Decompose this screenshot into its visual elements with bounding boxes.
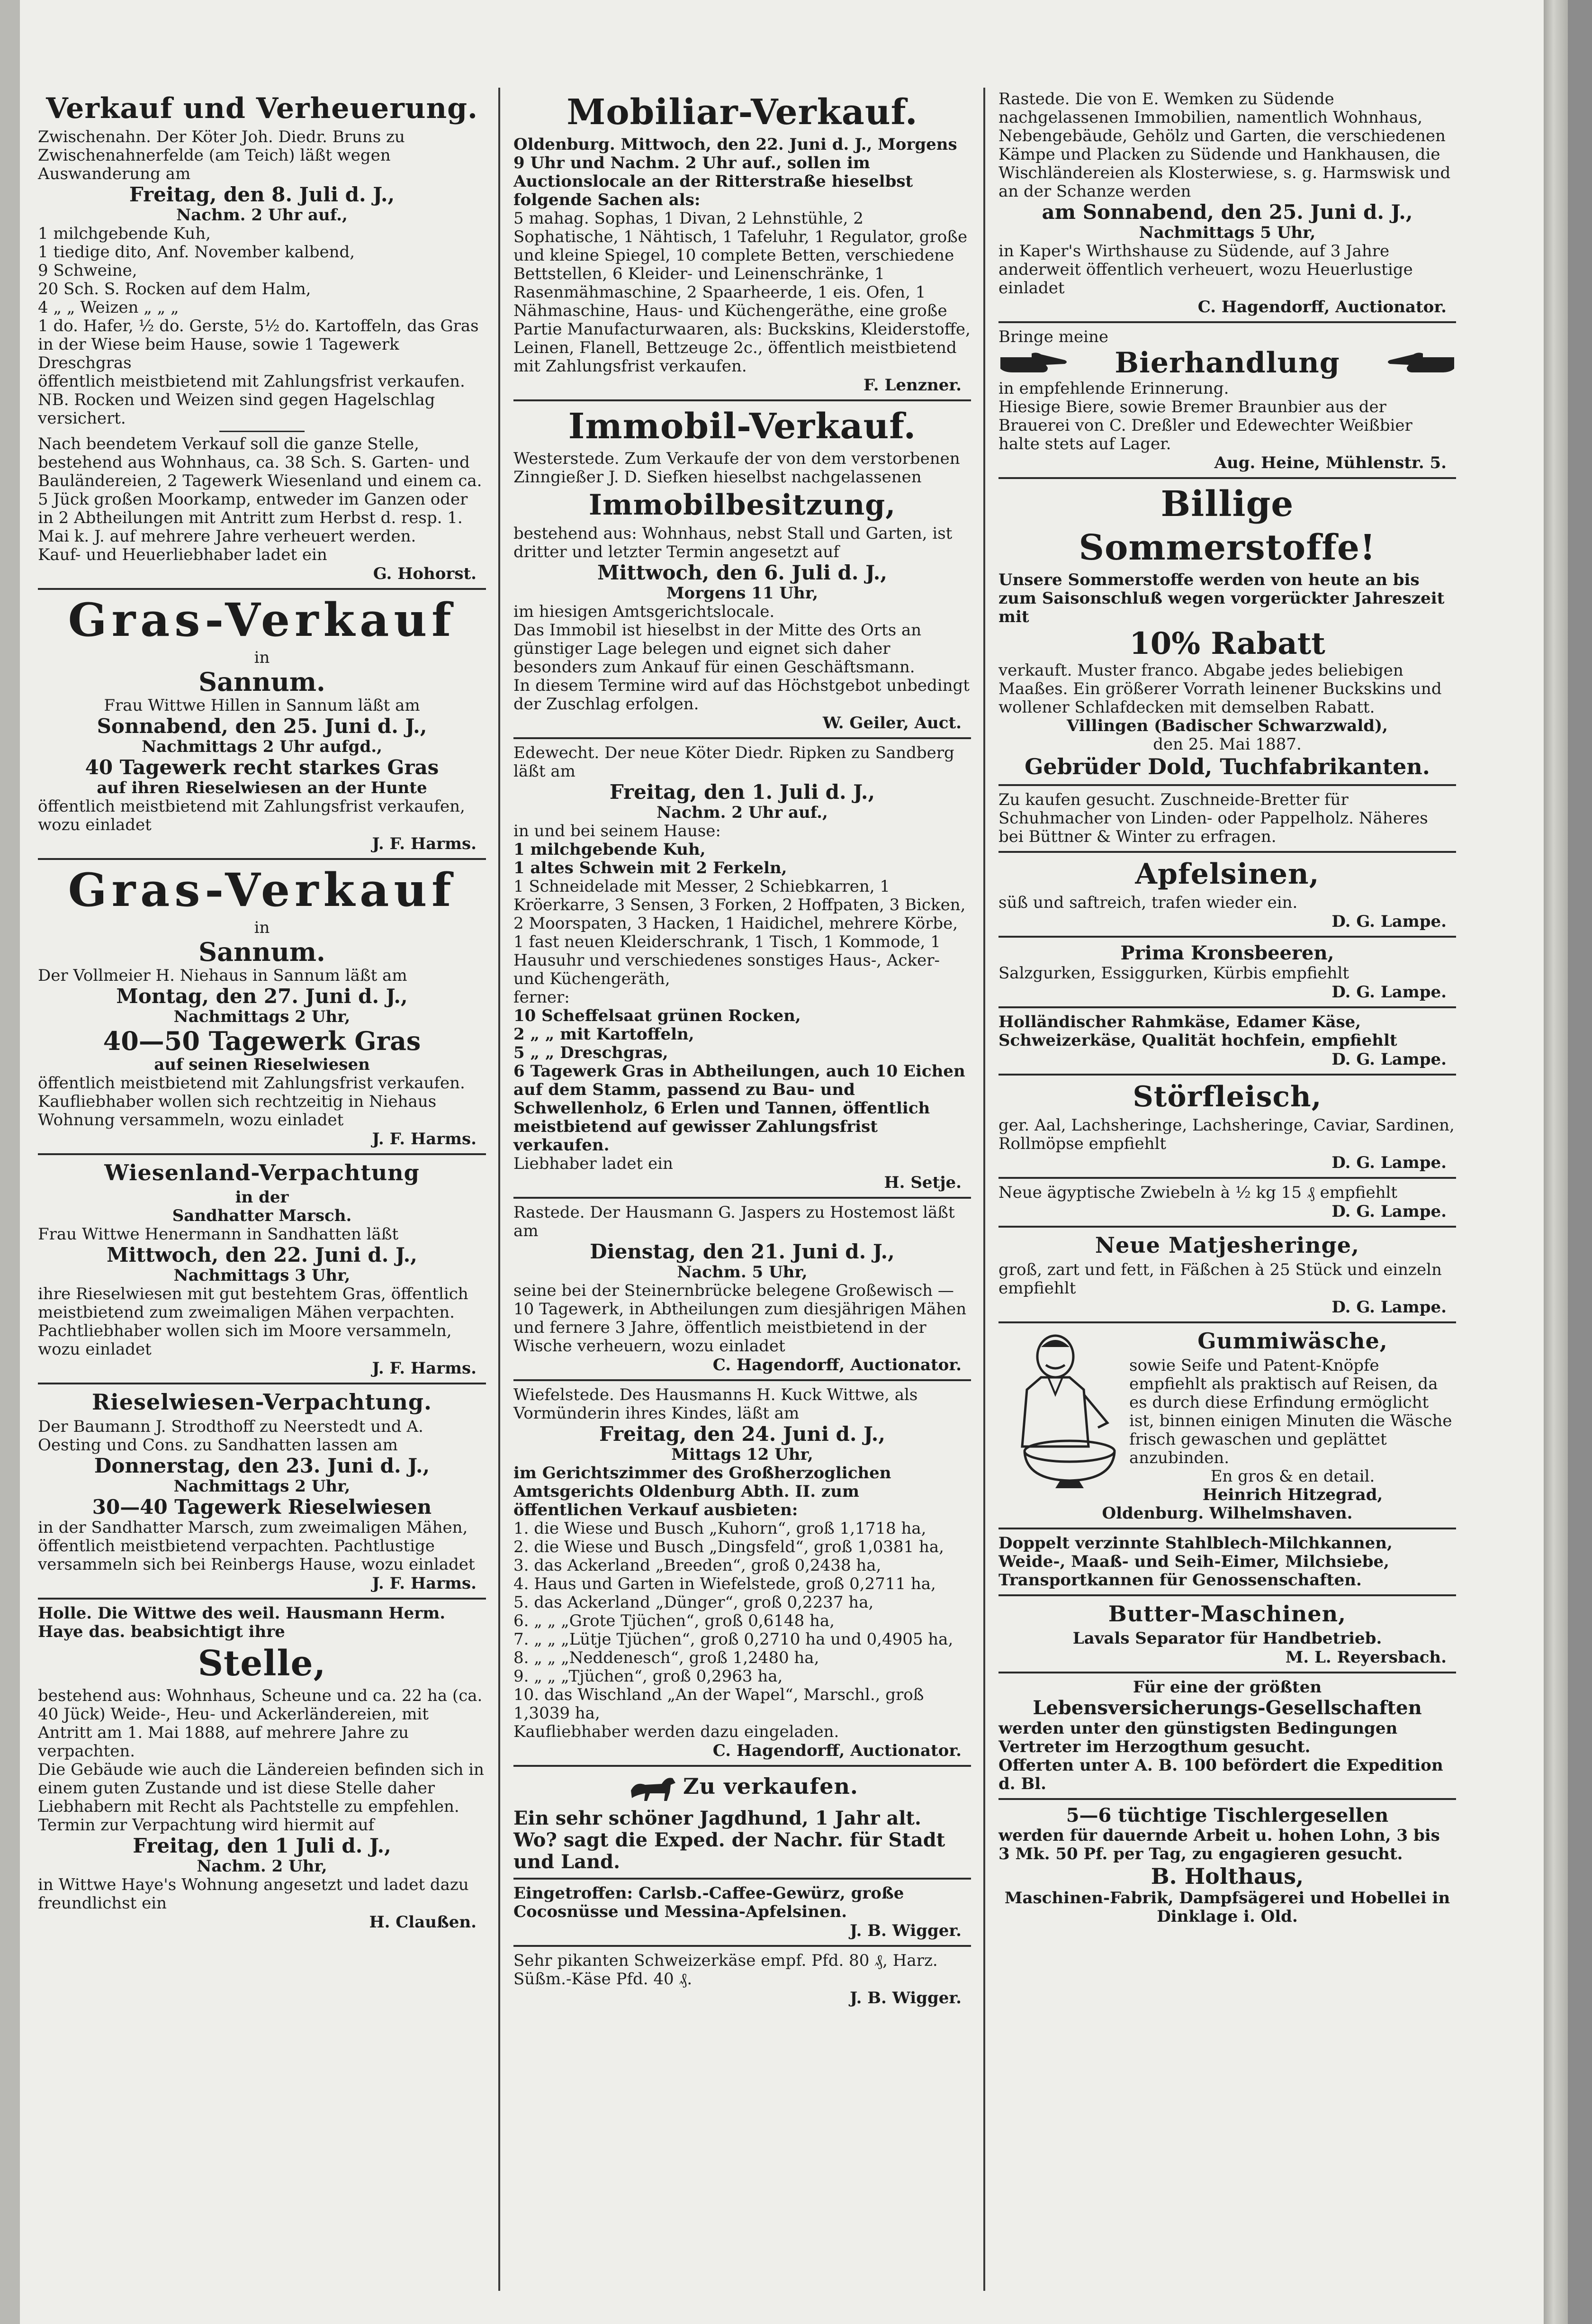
ad-body: Eingetroffen: Carlsb.-Caffee-Gewürz, große Cocosnüsse und Messina-Apfelsinen. bbox=[513, 1884, 904, 1921]
ad-signature: W. Geiler, Auct. bbox=[822, 714, 962, 732]
ad-sub: auf ihren Rieselwiesen an der Hunte bbox=[97, 778, 427, 797]
column-3 bbox=[988, 90, 1466, 2288]
ad-signature: Gebrüder Dold, Tuchfabrikanten. bbox=[1025, 754, 1430, 779]
ad-time: Nachmittags 2 Uhr, bbox=[173, 1007, 351, 1026]
divider bbox=[998, 1177, 1456, 1179]
ad-body: Westerstede. Zum Verkaufe der von dem verstorbenen Zinngießer J. D. Siefken hieselbst nachgelassenen bbox=[513, 449, 960, 487]
ad-body-2: Nach beendetem Verkauf soll die ganze Stelle, bestehend aus Wohnhaus, ca. 38 Sch. S. Garten- und Bauländereien, 2 Tagewerk Wiesenland und einem ca. 5 Jück großen Moorkamp, entweder im Ganzen oder in 2 Abtheilungen mit Antritt zum Herbst d. resp. 1. Mai k. J. auf mehrere Jahre verheuert werden. bbox=[38, 434, 482, 546]
ad-signature: J. F. Harms. bbox=[372, 1359, 477, 1378]
ad-sommerstoffe bbox=[998, 484, 1456, 779]
ad-body: Der Vollmeier H. Niehaus in Sannum läßt am bbox=[38, 966, 407, 985]
ad-signature: G. Hohorst. bbox=[373, 564, 477, 583]
ad-title bbox=[513, 1772, 971, 1805]
dog-icon bbox=[626, 1772, 678, 1805]
ad-signature: J. F. Harms. bbox=[372, 1130, 477, 1148]
ad-zwiebeln bbox=[998, 1184, 1456, 1221]
column-1 bbox=[27, 90, 496, 2288]
ad-time: Morgens 11 Uhr, bbox=[666, 584, 818, 603]
ad-signature: C. Hagendorff, Auctionator. bbox=[712, 1741, 962, 1760]
ad-body: Holländischer Rahmkäse, Edamer Käse, Schweizerkäse, Qualität hochfein, empfiehlt bbox=[998, 1013, 1397, 1050]
ad-time: Nachmittags 2 Uhr, bbox=[173, 1477, 351, 1496]
ad-signature: M. L. Reyersbach. bbox=[1285, 1648, 1447, 1667]
ad-body-2: in der Sandhatter Marsch, zum zweimaligen Mähen, öffentlich meistbietend verpachten. Pachtlustige versammeln sich bei Reinbergs Hause, wozu einladet bbox=[38, 1518, 475, 1574]
ad-date: Montag, den 27. Juni d. J., bbox=[116, 985, 408, 1008]
ad-signature: F. Lenzner. bbox=[863, 376, 962, 395]
ad-time: Nachm. 2 Uhr auf., bbox=[657, 803, 828, 822]
ad-title: Störfleisch, bbox=[1133, 1080, 1322, 1113]
man-washing-illustration bbox=[998, 1328, 1122, 1489]
ad-date: Freitag, den 1. Juli d. J., bbox=[609, 780, 875, 804]
ad-items-2: 10 Scheffelsaat grünen Rocken, 2 „ „ mit Kartoffeln, 5 „ „ Dreschgras, 6 Tagewerk Gras in Abtheilungen, auch 10 Eichen auf dem Stamm, passend zu Bau- und Schwellenholz, 6 Erlen und Tannen, öffentlich meistbietend auf gewisser Zahlungsfrist verkaufen. bbox=[513, 1006, 965, 1155]
ad-invite: Kauf- und Heuerliebhaber ladet ein bbox=[38, 545, 327, 564]
ad-kronsbeeren bbox=[998, 942, 1456, 1002]
ad-jagdhund bbox=[513, 1772, 971, 1873]
ad-body: süß und saftreich, trafen wieder ein. bbox=[998, 893, 1298, 912]
ad-date: am Sonnabend, den 25. Juni d. J., bbox=[1042, 200, 1413, 224]
page-gutter bbox=[0, 0, 20, 2324]
divider bbox=[998, 1672, 1456, 1673]
ad-signature: C. Hagendorff, Auctionator. bbox=[1197, 298, 1447, 316]
divider bbox=[998, 1321, 1456, 1323]
ad-place: Sandhatter Marsch. bbox=[172, 1206, 352, 1225]
ad-body: Neue ägyptische Zwiebeln à ½ kg 15 ₰ empfiehlt bbox=[998, 1183, 1397, 1202]
ad-body: sowie Seife und Patent-Knöpfe empfiehlt als praktisch auf Reisen, da es durch diese Erfindung ermöglicht ist, binnen einigen Minuten die Wäsche frisch gewaschen und geplättet anzubinden. bbox=[1129, 1356, 1452, 1467]
ad-discount: 10% Rabatt bbox=[1129, 626, 1325, 661]
ad-body: Ein sehr schöner Jagdhund, 1 Jahr alt. Wo? sagt die Exped. der Nachr. für Stadt und Land. bbox=[513, 1807, 945, 1873]
ad-title: Stelle, bbox=[198, 1643, 326, 1684]
ad-date: Dienstag, den 21. Juni d. J., bbox=[590, 1240, 895, 1263]
ad-gummiwaesche bbox=[998, 1328, 1456, 1523]
ad-date: Mittwoch, den 6. Juli d. J., bbox=[597, 561, 887, 584]
ad-title: Wiesenland-Verpachtung bbox=[104, 1160, 420, 1185]
divider bbox=[998, 1226, 1456, 1228]
ad-time: Nachmittags 2 Uhr aufgd., bbox=[142, 737, 382, 756]
ad-body-2: verkauft. Muster franco. Abgabe jedes beliebigen Maaßes. Ein größerer Vorrath leinener Buckskins und wollener Schlafdecken mit demselben Rabatt. bbox=[998, 661, 1442, 717]
ad-rastede-wemken bbox=[998, 90, 1456, 316]
ad-body: Sehr pikanten Schweizerkäse empf. Pfd. 80 ₰, Harz. Süßm.-Käse Pfd. 40 ₰. bbox=[513, 1951, 938, 1989]
ad-body: Frau Wittwe Hillen in Sannum läßt am bbox=[104, 696, 420, 715]
ad-lebensversicherung bbox=[998, 1678, 1456, 1793]
ad-time: Mittags 12 Uhr, bbox=[671, 1445, 813, 1464]
divider bbox=[998, 936, 1456, 938]
ad-title: Bierhandlung bbox=[1115, 346, 1340, 380]
ad-butter-maschinen bbox=[998, 1601, 1456, 1667]
ad-offer: 40 Tagewerk recht starkes Gras bbox=[85, 756, 439, 779]
ad-body: Wiefelstede. Des Hausmanns H. Kuck Wittwe, als Vormünderin ihres Kindes, läßt am bbox=[513, 1385, 918, 1423]
ad-body: Edewecht. Der neue Köter Diedr. Ripken zu Sandberg läßt am bbox=[513, 743, 954, 781]
ad-title: Gras-Verkauf bbox=[68, 863, 456, 917]
ad-signature: B. Holthaus, bbox=[1151, 1863, 1304, 1889]
ad-title: Gummiwäsche, bbox=[1197, 1328, 1388, 1354]
ad-body-2: öffentlich meistbietend mit Zahlungsfrist verkaufen. Kaufliebhaber wollen sich rechtzeitig in Niehaus Wohnung versammeln, wozu einladet bbox=[38, 1074, 465, 1130]
ad-body-2: bestehend aus: Wohnhaus, nebst Stall und Garten, ist dritter und letzter Termin angesetzt auf bbox=[513, 524, 953, 561]
ad-body: Oldenburg. Mittwoch, den 22. Juni d. J., Morgens 9 Uhr und Nachm. 2 Uhr auf., sollen im Auctionslocale an der Ritterstraße hieselbst folgende Sachen als: bbox=[513, 135, 957, 209]
divider bbox=[513, 737, 971, 739]
ad-stelle bbox=[38, 1604, 486, 1932]
pointing-hand-left-icon bbox=[1385, 349, 1456, 377]
ad-title: 5—6 tüchtige Tischlergesellen bbox=[1066, 1804, 1389, 1827]
ad-title: Immobil-Verkauf. bbox=[568, 406, 917, 447]
ad-mobiliar-verkauf bbox=[513, 92, 971, 395]
ad-signature: H. Claußen. bbox=[369, 1913, 477, 1932]
ad-signature: D. G. Lampe. bbox=[1331, 1050, 1447, 1069]
ad-time: Nachm. 5 Uhr, bbox=[677, 1263, 808, 1282]
column-2 bbox=[503, 90, 981, 2288]
ad-body: werden für dauernde Arbeit u. hohen Lohn, 3 bis 3 Mk. 50 Pf. per Tag, zu engagieren gesucht. bbox=[998, 1826, 1440, 1863]
divider bbox=[38, 1598, 486, 1600]
ad-title: Neue Matjesheringe, bbox=[1095, 1232, 1360, 1258]
ad-milchkannen bbox=[998, 1534, 1456, 1590]
ad-body: groß, zart und fett, in Fäßchen à 25 Stück und einzeln empfiehlt bbox=[998, 1260, 1442, 1298]
ad-matjesheringe bbox=[998, 1232, 1456, 1317]
divider bbox=[513, 1878, 971, 1880]
ad-body-2: im Gerichtszimmer des Großherzoglichen Amtsgerichts Oldenburg Abth. II. zum öffentlichen Verkauf ausbieten: bbox=[513, 1464, 891, 1519]
ad-items: 1 Schneidelade mit Messer, 2 Schiebkarren, 1 Kröerkarre, 3 Sensen, 3 Forken, 2 Hoffpaten, 3 Bicken, 2 Moorspaten, 3 Hacken, 1 Haidichel, mehrere Körbe, 1 fast neuen Kleiderschrank, 1 Tisch, 1 Kommode, 1 Hausuhr und verschiedenes sonstiges Haus-, Acker- und Küchengeräth, ferner: bbox=[513, 877, 966, 1007]
ad-items: 1. die Wiese und Busch „Kuhorn“, groß 1,1718 ha, 2. die Wiese und Busch „Dingsfeld“, groß 1,0381 ha, 3. das Ackerland „Breeden“, groß 0,2438 ha, 4. Haus und Garten in Wiefelstede, groß 0,2711 ha, 5. das Ackerland „Dünger“, groß 0,2237 ha, 6. „ „ „Grote Tjüchen“, groß 0,6148 ha, 7. „ „ „Lütje Tjüchen“, groß 0,2710 ha und 0,4905 ha, 8. „ „ „Neddenesch“, groß 1,2480 ha, 9. „ „ „Tjüchen“, groß 0,2963 ha, 10. das Wischland „An der Wapel“, Marschl., groß 1,3039 ha, Kaufliebhaber werden dazu eingeladen. bbox=[513, 1519, 953, 1741]
divider bbox=[998, 1594, 1456, 1596]
ad-body: Rastede. Die von E. Wemken zu Südende nachgelassenen Immobilien, namentlich Wohnhaus, Nebengebäude, Gehölz und Garten, die verschiedenen Kämpe und Placken zu Südende und Hankhausen, die Wischländereien als Klosterwiese, s. g. Harmswisk und an der Schanze werden bbox=[998, 90, 1451, 201]
ad-time: Nachm. 2 Uhr auf., bbox=[176, 206, 348, 225]
ad-signature: D. G. Lampe. bbox=[1331, 912, 1447, 931]
ad-title: Gras-Verkauf bbox=[68, 593, 456, 647]
ad-title-text: Zu verkaufen. bbox=[683, 1773, 858, 1799]
ad-body-2: Maschinen-Fabrik, Dampfsägerei und Hobellei in Dinklage i. Old. bbox=[1004, 1889, 1450, 1926]
ad-body-2: 5 mahag. Sophas, 1 Divan, 2 Lehnstühle, 2 Sophatische, 1 Nähtisch, 1 Tafeluhr, 1 Regulator, große und kleine Spiegel, 10 complete Betten, verschiedene Bettstellen, 6 Kleider- und Leinenschränke, 1 Rasenmähmaschine, 2 Spaarheerde, 1 eis. Ofen, 1 Nähmaschine, Haus- und Küchengeräthe, eine große Partie Manufacturwaaren, als: Buckskins, Kleiderstoffe, Leinen, Flanell, Bettzeuge 2c., öffentlich meistbietend mit Zahlungsfrist verkaufen. bbox=[513, 209, 971, 376]
ad-apfelsinen bbox=[998, 858, 1456, 931]
ad-body-3: im hiesigen Amtsgerichtslocale. Das Immobil ist hieselbst in der Mitte des Orts an günstiger Lage belegen und eignet sich daher besonders zum Ankauf für einen Geschäftsmann. In diesem Termine wird auf das Höchstgebot unbedingt der Zuschlag erfolgen. bbox=[513, 602, 970, 714]
ad-in: in bbox=[254, 648, 270, 667]
ad-zuschneide-bretter bbox=[998, 791, 1456, 846]
ad-body-2: in Wittwe Haye's Wohnung angesetzt und ladet dazu freundlichst ein bbox=[38, 1875, 469, 1913]
ad-gras-verkauf-1 bbox=[38, 595, 486, 853]
ad-bierhandlung bbox=[998, 328, 1456, 472]
ad-signature: D. G. Lampe. bbox=[1331, 1153, 1447, 1172]
ad-title: Butter-Maschinen, bbox=[1108, 1601, 1347, 1627]
ad-tischlergesellen bbox=[998, 1805, 1456, 1926]
ad-signature: J. B. Wigger. bbox=[850, 1921, 962, 1940]
ad-signature: J. F. Harms. bbox=[372, 834, 477, 853]
divider bbox=[38, 588, 486, 590]
ad-date: Sonnabend, den 25. Juni d. J., bbox=[97, 714, 427, 738]
ad-body-2: in Kaper's Wirthshause zu Südende, auf 3 Jahre anderweit öffentlich verheuert, wozu Heuerlustige einladet bbox=[998, 242, 1413, 298]
ad-date: Mittwoch, den 22. Juni d. J., bbox=[107, 1243, 417, 1266]
divider bbox=[998, 784, 1456, 786]
ad-intro: Holle. Die Wittwe des weil. Hausmann Herm. Haye das. beabsichtigt ihre bbox=[38, 1604, 446, 1641]
ad-body: bestehend aus: Wohnhaus, Scheune und ca. 22 ha (ca. 40 Jück) Weide-, Heu- und Ackerländereien, mit Antritt am 1. Mai 1888, auf mehrere Jahre zu verpachten. Die Gebäude wie auch die Ländereien befinden sich in einem guten Zustande und ist diese Stelle daher Liebhabern mit Recht als Pachtstelle zu empfehlen. Termin zur Verpachtung wird hiermit auf bbox=[38, 1686, 484, 1835]
ad-in: in bbox=[254, 918, 270, 937]
ad-dateline: den 25. Mai 1887. bbox=[1153, 735, 1302, 754]
ad-date: Donnerstag, den 23. Juni d. J., bbox=[94, 1454, 430, 1477]
divider bbox=[998, 321, 1456, 323]
ad-offer: 40—50 Tagewerk Gras bbox=[103, 1026, 421, 1056]
bier-title-row bbox=[998, 346, 1456, 380]
ad-title-2: Sommerstoffe! bbox=[1079, 527, 1376, 568]
ad-title: Apfelsinen, bbox=[1135, 858, 1320, 891]
divider bbox=[998, 1074, 1456, 1076]
divider bbox=[513, 1379, 971, 1381]
ad-title: Mobiliar-Verkauf. bbox=[567, 92, 918, 133]
pointing-hand-right-icon bbox=[998, 349, 1070, 377]
ad-body: in empfehlende Erinnerung. Hiesige Biere, sowie Bremer Braunbier aus der Brauerei von C. Dreßler und Edewechter Weißbier halte stets auf Lager. bbox=[998, 379, 1412, 453]
ad-signature-2: Oldenburg. Wilhelmshaven. bbox=[1102, 1504, 1353, 1523]
ad-body: Frau Wittwe Henermann in Sandhatten läßt bbox=[38, 1225, 399, 1244]
ad-rieselwiesen-verpachtung bbox=[38, 1389, 486, 1593]
ad-body: Zu kaufen gesucht. Zuschneide-Bretter für Schuhmacher von Linden- oder Pappelholz. Näheres bei Büttner & Winter zu erfragen. bbox=[998, 790, 1428, 846]
ad-wiefelstede bbox=[513, 1386, 971, 1760]
ad-rastede-jaspers bbox=[513, 1203, 971, 1375]
ad-body-2: seine bei der Steinernbrücke belegene Großewisch — 10 Tagewerk, in Abtheilungen zum diesjährigen Mähen und fernere 3 Jahre, öffentlich meistbietend in der Wische verheuern, wozu einladet bbox=[513, 1281, 967, 1356]
ad-body: Unsere Sommerstoffe werden von heute an bis zum Saisonschluß wegen vorgerückter Jahreszeit mit bbox=[998, 570, 1445, 626]
ad-time: Nachm. 2 Uhr, bbox=[197, 1857, 327, 1876]
ad-wiesenland-verpachtung bbox=[38, 1160, 486, 1378]
ad-title: Prima Kronsbeeren, bbox=[1120, 942, 1334, 964]
ad-place: Sannum. bbox=[198, 937, 325, 967]
divider bbox=[513, 1765, 971, 1767]
ad-title: Billige bbox=[1160, 484, 1294, 524]
ad-title: Rieselwiesen-Verpachtung. bbox=[91, 1389, 432, 1415]
ad-time: Nachmittags 5 Uhr, bbox=[1139, 223, 1316, 242]
ad-invite: Liebhaber ladet ein bbox=[513, 1154, 673, 1173]
ad-signature: H. Setje. bbox=[884, 1173, 962, 1192]
divider bbox=[998, 1006, 1456, 1008]
divider bbox=[513, 399, 971, 401]
ad-signature: J. B. Wigger. bbox=[850, 1989, 962, 2008]
ad-intro: Für eine der größten bbox=[1133, 1678, 1322, 1697]
ad-kaese bbox=[998, 1013, 1456, 1069]
ad-date: Freitag, den 24. Juni d. J., bbox=[599, 1422, 886, 1446]
ad-gras-verkauf-2 bbox=[38, 865, 486, 1148]
ad-signature: C. Hagendorff, Auctionator. bbox=[712, 1356, 962, 1375]
ad-items-bold: 1 milchgebende Kuh, 1 altes Schwein mit 2 Ferkeln, bbox=[513, 840, 787, 877]
ad-signature: D. G. Lampe. bbox=[1331, 1202, 1447, 1221]
ad-offer: 30—40 Tagewerk Rieselwiesen bbox=[92, 1495, 432, 1519]
short-rule bbox=[219, 431, 305, 432]
ad-schweizerkaese bbox=[513, 1952, 971, 2008]
divider bbox=[38, 1383, 486, 1384]
ad-signature: Heinrich Hitzegrad, bbox=[1202, 1485, 1383, 1504]
ad-title: Verkauf und Verheuerung. bbox=[46, 92, 478, 125]
divider bbox=[513, 1197, 971, 1199]
ad-title-2: Immobilbesitzung, bbox=[588, 488, 896, 522]
ad-date: Freitag, den 8. Juli d. J., bbox=[129, 183, 395, 206]
ad-intro: Bringe meine bbox=[998, 327, 1108, 346]
ad-place: Sannum. bbox=[198, 667, 325, 697]
ad-body: Salzgurken, Essiggurken, Kürbis empfiehlt bbox=[998, 964, 1349, 983]
divider bbox=[513, 1945, 971, 1947]
ad-note: NB. Rocken und Weizen sind gegen Hagelschlag versichert. bbox=[38, 390, 435, 428]
divider bbox=[38, 858, 486, 860]
ad-signature: Aug. Heine, Mühlenstr. 5. bbox=[1214, 453, 1447, 472]
ad-body: werden unter den günstigsten Bedingungen Vertreter im Herzogthum gesucht. Offerten unter A. B. 100 befördert die Expedition d. Bl. bbox=[998, 1719, 1443, 1793]
ad-stoerfleisch bbox=[998, 1080, 1456, 1172]
ad-body-2: ihre Rieselwiesen mit gut bestehtem Gras, öffentlich meistbietend zum zweimaligen Mähen verpachten. Pachtliebhaber wollen sich im Moore versammeln, wozu einladet bbox=[38, 1284, 468, 1359]
ad-title: Lebensversicherungs-Gesellschaften bbox=[1033, 1697, 1422, 1719]
page-edge bbox=[1544, 0, 1568, 2324]
ad-items: 1 milchgebende Kuh, 1 tiedige dito, Anf. November kalbend, 9 Schweine, 20 Sch. S. Rocken auf dem Halm, 4 „ „ Weizen „ „ „ 1 do. Hafer, ½ do. Gerste, 5½ do. Kartoffeln, das Gras in der Wiese beim Hause, sowie 1 Tagewerk Dreschgras öffentlich meistbietend mit Zahlungsfrist verkaufen. bbox=[38, 224, 479, 391]
ad-edewecht bbox=[513, 744, 971, 1192]
ad-signature: D. G. Lampe. bbox=[1331, 1298, 1447, 1317]
divider bbox=[998, 477, 1456, 479]
divider bbox=[998, 851, 1456, 853]
ad-signature: J. F. Harms. bbox=[372, 1574, 477, 1593]
ad-place: Villingen (Badischer Schwarzwald), bbox=[1066, 716, 1388, 735]
ad-immobil-verkauf bbox=[513, 406, 971, 732]
ad-signature: D. G. Lampe. bbox=[1331, 983, 1447, 1002]
ad-body-2: in und bei seinem Hause: bbox=[513, 822, 721, 841]
ad-line: En gros & en detail. bbox=[1210, 1467, 1375, 1486]
ad-sub: auf seinen Rieselwiesen bbox=[154, 1055, 370, 1074]
ad-body: ger. Aal, Lachsheringe, Lachsheringe, Caviar, Sardinen, Rollmöpse empfiehlt bbox=[998, 1116, 1455, 1153]
ad-verkauf-verheuerung bbox=[38, 92, 486, 583]
column-divider-1 bbox=[498, 88, 500, 2291]
divider bbox=[38, 1153, 486, 1155]
ad-body: Lavals Separator für Handbetrieb. bbox=[1072, 1629, 1382, 1648]
ad-body: Zwischenahn. Der Köter Joh. Diedr. Bruns zu Zwischenahnerfelde (am Teich) läßt wegen Auswanderung am bbox=[38, 127, 405, 183]
ad-body: Der Baumann J. Strodthoff zu Neerstedt und A. Oesting und Cons. zu Sandhatten lassen am bbox=[38, 1417, 423, 1455]
ad-body-2: öffentlich meistbietend mit Zahlungsfrist verkaufen, wozu einladet bbox=[38, 797, 465, 834]
ad-in: in der bbox=[235, 1188, 289, 1207]
column-divider-2 bbox=[983, 88, 985, 2291]
divider bbox=[998, 1528, 1456, 1529]
ad-date: Freitag, den 1 Juli d. J., bbox=[133, 1834, 391, 1857]
divider bbox=[998, 1798, 1456, 1800]
ad-body: Rastede. Der Hausmann G. Jaspers zu Hostemost läßt am bbox=[513, 1203, 955, 1240]
ad-time: Nachmittags 3 Uhr, bbox=[173, 1266, 351, 1285]
ad-body: Doppelt verzinnte Stahlblech-Milchkannen, Weide-, Maaß- und Seih-Eimer, Milchsiebe, Transportkannen für Genossenschaften. bbox=[998, 1534, 1393, 1590]
ad-eingetroffen bbox=[513, 1884, 971, 1940]
